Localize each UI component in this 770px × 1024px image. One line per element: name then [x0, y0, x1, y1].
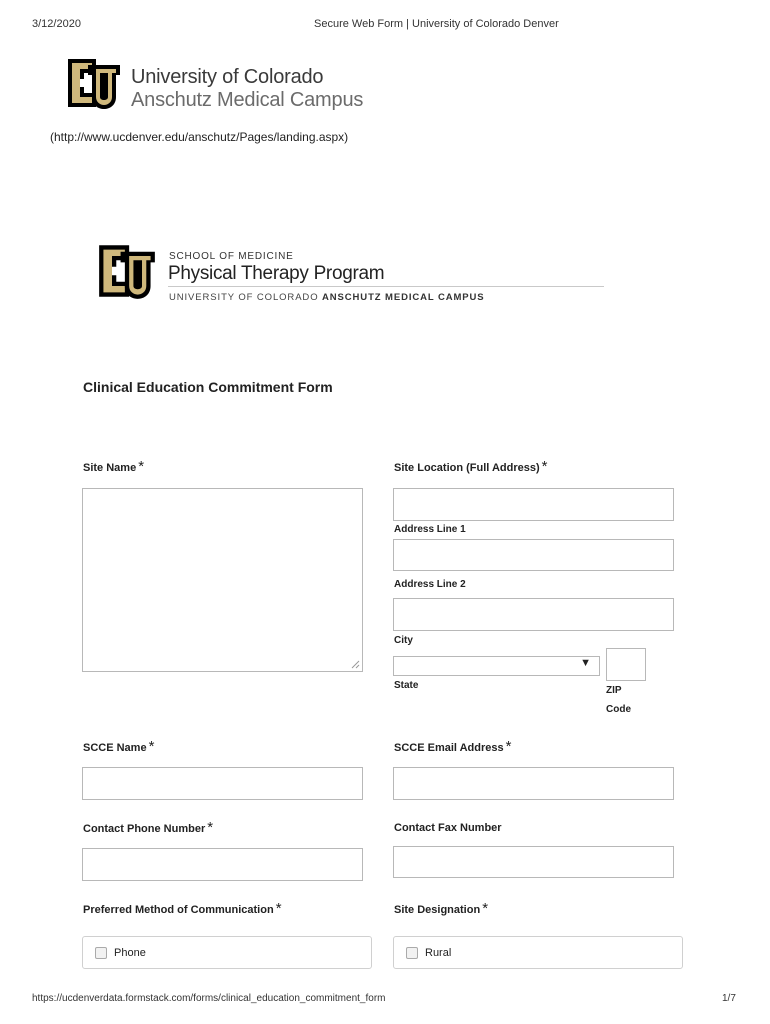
state-select[interactable]	[393, 656, 600, 676]
address-line1-label: Address Line 1	[394, 524, 466, 535]
scce-email-label	[394, 738, 512, 759]
program-subtitle	[169, 292, 485, 303]
required-asterisk: *	[541, 458, 548, 475]
required-asterisk: *	[275, 900, 282, 917]
scce-name-label	[83, 738, 155, 759]
scce-name-label-text: SCCE Name	[83, 742, 147, 754]
zip-code-label: Code	[606, 704, 631, 715]
program-divider	[168, 286, 604, 287]
option-rural-label: Rural	[425, 947, 452, 959]
print-title: Secure Web Form | University of Colorado Denver	[314, 18, 559, 30]
program-cu-logo-icon	[97, 241, 157, 301]
chevron-down-icon: ▼	[580, 657, 591, 669]
state-label: State	[394, 680, 419, 691]
contact-phone-label-text: Contact Phone Number	[83, 823, 206, 835]
required-asterisk: *	[505, 738, 512, 755]
scce-email-input[interactable]	[393, 767, 674, 800]
site-location-label-text: Site Location (Full Address)	[394, 462, 540, 474]
required-asterisk: *	[148, 738, 155, 755]
city-input[interactable]	[393, 598, 674, 631]
rural-checkbox[interactable]	[406, 947, 418, 959]
scce-name-input[interactable]	[82, 767, 363, 800]
phone-checkbox[interactable]	[95, 947, 107, 959]
cu-logo-icon	[66, 55, 122, 111]
contact-phone-input[interactable]	[82, 848, 363, 881]
program-subtitle-bold: ANSCHUTZ MEDICAL CAMPUS	[322, 292, 485, 303]
contact-fax-input[interactable]	[393, 846, 674, 878]
program-name: Physical Therapy Program	[168, 263, 385, 284]
site-name-textarea[interactable]	[82, 488, 363, 672]
preferred-method-label	[83, 900, 282, 921]
option-phone[interactable]	[82, 936, 372, 969]
city-label: City	[394, 635, 413, 646]
contact-fax-label: Contact Fax Number	[394, 822, 502, 834]
preferred-method-label-text: Preferred Method of Communication	[83, 904, 274, 916]
site-designation-label-text: Site Designation	[394, 904, 481, 916]
site-location-label	[394, 458, 548, 479]
print-footer-url: https://ucdenverdata.formstack.com/forms/clinical_education_commitment_form	[32, 993, 386, 1004]
school-label: SCHOOL OF MEDICINE	[169, 251, 294, 262]
program-subtitle-regular: UNIVERSITY OF COLORADO	[169, 292, 323, 303]
site-name-label-text: Site Name	[83, 462, 137, 474]
resize-grip-icon[interactable]	[350, 659, 360, 669]
zip-label: ZIP	[606, 685, 622, 696]
contact-phone-label	[83, 819, 214, 840]
print-page-number: 1/7	[722, 993, 736, 1004]
address-line1-input[interactable]	[393, 488, 674, 521]
required-asterisk: *	[207, 819, 214, 836]
required-asterisk: *	[138, 458, 145, 475]
address-line2-label: Address Line 2	[394, 579, 466, 590]
address-line2-input[interactable]	[393, 539, 674, 571]
option-phone-label: Phone	[114, 947, 146, 959]
scce-email-label-text: SCCE Email Address	[394, 742, 504, 754]
site-name-label	[83, 458, 145, 479]
option-rural[interactable]	[393, 936, 683, 969]
form-title: Clinical Education Commitment Form	[83, 379, 333, 395]
required-asterisk: *	[482, 900, 489, 917]
university-name: University of Colorado	[131, 66, 324, 88]
campus-name: Anschutz Medical Campus	[131, 89, 364, 111]
site-designation-label	[394, 900, 489, 921]
print-date: 3/12/2020	[32, 18, 81, 30]
campus-link[interactable]: (http://www.ucdenver.edu/anschutz/Pages/landing.aspx)	[50, 130, 349, 144]
zip-input[interactable]	[606, 648, 646, 681]
